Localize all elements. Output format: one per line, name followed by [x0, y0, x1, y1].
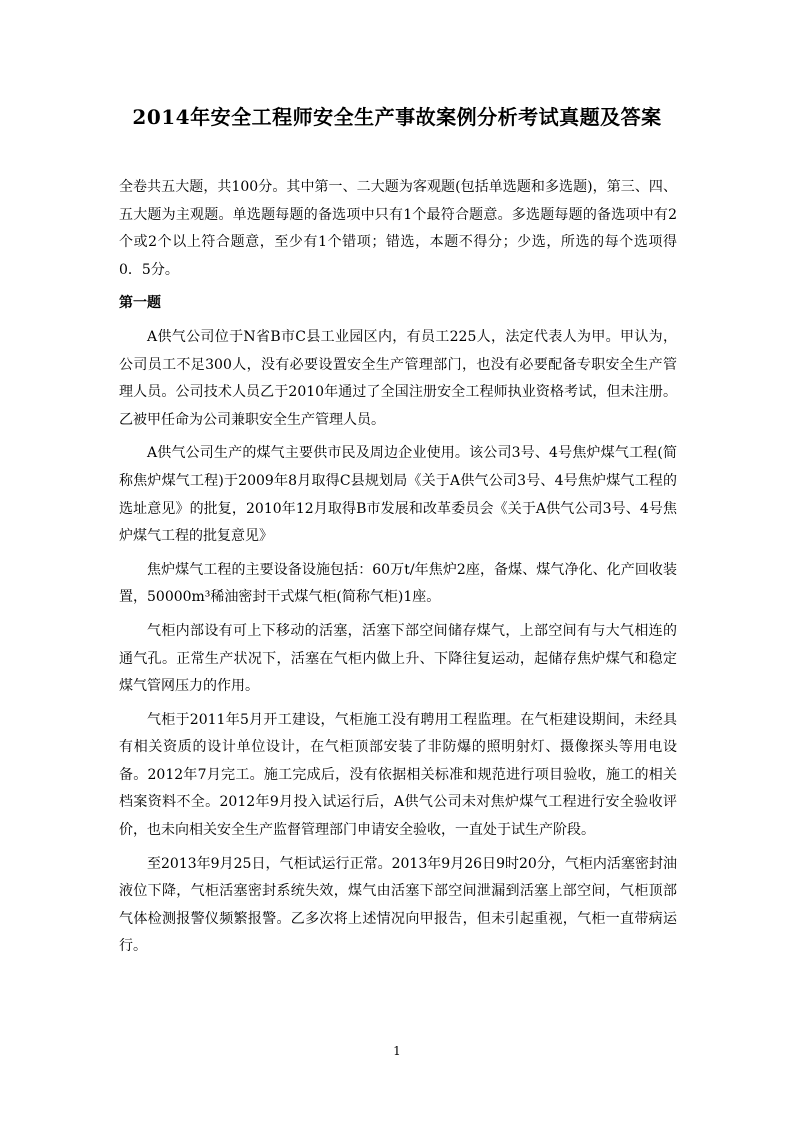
document-title: 2014年安全工程师安全生产事故案例分析考试真题及答案	[132, 105, 662, 129]
body-paragraph: 焦炉煤气工程的主要设备设施包括：60万t/年焦炉2座，备煤、煤气净化、化产回收装置，50000m³稀油密封干式煤气柜(简称气柜)1座。	[119, 561, 677, 606]
body-paragraph: 气柜内部设有可上下移动的活塞，活塞下部空间储存煤气，上部空间有与大气相连的通气孔。正常生产状况下，活塞在气柜内做上升、下降往复运动，起储存焦炉煤气和稳定煤气管网压力的作用。	[119, 622, 677, 695]
page-number: 1	[393, 1044, 401, 1058]
body-paragraph: A供气公司生产的煤气主要供市民及周边企业使用。该公司3号、4号焦炉煤气工程(简称焦炉煤气工程)于2009年8月取得C县规划局《关于A供气公司3号、4号焦炉煤气工程的选址意见》的批复，2010年12月取得B市发展和改革委员会《关于A供气公司3号、4号焦炉煤气工程的批复意见》	[119, 445, 677, 545]
body-paragraph: 气柜于2011年5月开工建设，气柜施工没有聘用工程监理。在气柜建设期间，未经具有相关资质的设计单位设计，在气柜顶部安装了非防爆的照明射灯、摄像探头等用电设备。2012年7月完工。施工完成后，没有依据相关标准和规范进行项目验收，施工的相关档案资料不全。2012年9月投入试运行后，A供气公司未对焦炉煤气工程进行安全验收评价，也未向相关安全生产监督管理部门申请安全验收，一直处于试生产阶段。	[119, 711, 677, 839]
section-heading: 第一题	[119, 295, 161, 312]
body-paragraph: 至2013年9月25日，气柜试运行正常。2013年9月26日9时20分，气柜内活塞密封油液位下降，气柜活塞密封系统失效，煤气由活塞下部空间泄漏到活塞上部空间，气柜顶部气体检测报警仪频繁报警。乙多次将上述情况向甲报告，但未引起重视，气柜一直带病运行。	[119, 855, 677, 955]
body-paragraph: A供气公司位于N省B市C县工业园区内，有员工225人，法定代表人为甲。甲认为，公司员工不足300人，没有必要设置安全生产管理部门，也没有必要配备专职安全生产管理人员。公司技术人员乙于2010年通过了全国注册安全工程师执业资格考试，但未注册。乙被甲任命为公司兼职安全生产管理人员。	[119, 328, 677, 428]
document-body	[119, 174, 677, 961]
intro-paragraph: 全卷共五大题，共100分。其中第一、二大题为客观题(包括单选题和多选题)，第三、四、五大题为主观题。单选题每题的备选项中只有1个最符合题意。多选题每题的备选项中有2个或2个以上符合题意，至少有1个错项；错选，本题不得分；少选，所选的每个选项得0．5分。	[119, 179, 677, 278]
